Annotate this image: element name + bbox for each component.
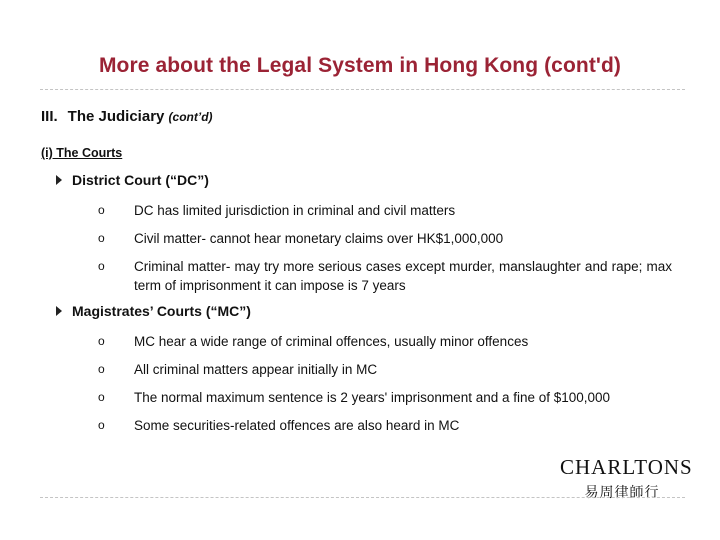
circle-bullet-icon: o	[98, 259, 105, 273]
slide-title: More about the Legal System in Hong Kong (cont'd)	[98, 54, 622, 77]
district-court-label: District Court (“DC”)	[72, 172, 209, 188]
section-label: The Judiciary	[67, 108, 165, 125]
magistrates-court-label: Magistrates’ Courts (“MC”)	[72, 303, 251, 319]
point-text: Civil matter- cannot hear monetary claims over HK$1,000,000	[134, 231, 504, 246]
point-text: The normal maximum sentence is 2 years' imprisonment and a fine of $100,000	[134, 390, 611, 405]
section-number: III.	[41, 108, 58, 125]
section-suffix: (cont’d)	[168, 110, 213, 124]
top-divider	[40, 89, 685, 90]
logo-chinese: 易周律師行	[584, 484, 660, 500]
point-text: Some securities-related offences are also heard in MC	[134, 418, 460, 433]
circle-bullet-icon: o	[98, 418, 105, 432]
section-heading	[41, 108, 213, 125]
circle-bullet-icon: o	[98, 390, 105, 404]
circle-bullet-icon: o	[98, 362, 105, 376]
courts-subheading: (i) The Courts	[41, 146, 123, 160]
logo-english: CHARLTONS	[560, 455, 693, 479]
bottom-divider	[40, 497, 685, 498]
circle-bullet-icon: o	[98, 231, 105, 245]
circle-bullet-icon: o	[98, 334, 105, 348]
circle-bullet-icon: o	[98, 203, 105, 217]
point-text: DC has limited jurisdiction in criminal and civil matters	[134, 203, 456, 218]
point-text: All criminal matters appear initially in MC	[134, 362, 378, 377]
charltons-logo	[560, 455, 693, 502]
arrow-bullet-icon	[56, 175, 62, 185]
arrow-bullet-icon	[56, 306, 62, 316]
point-text: MC hear a wide range of criminal offences, usually minor offences	[134, 334, 529, 349]
point-text: Criminal matter- may try more serious cases except murder, manslaughter and rape; max term of imprisonment it can impose is 7 years	[134, 259, 672, 293]
